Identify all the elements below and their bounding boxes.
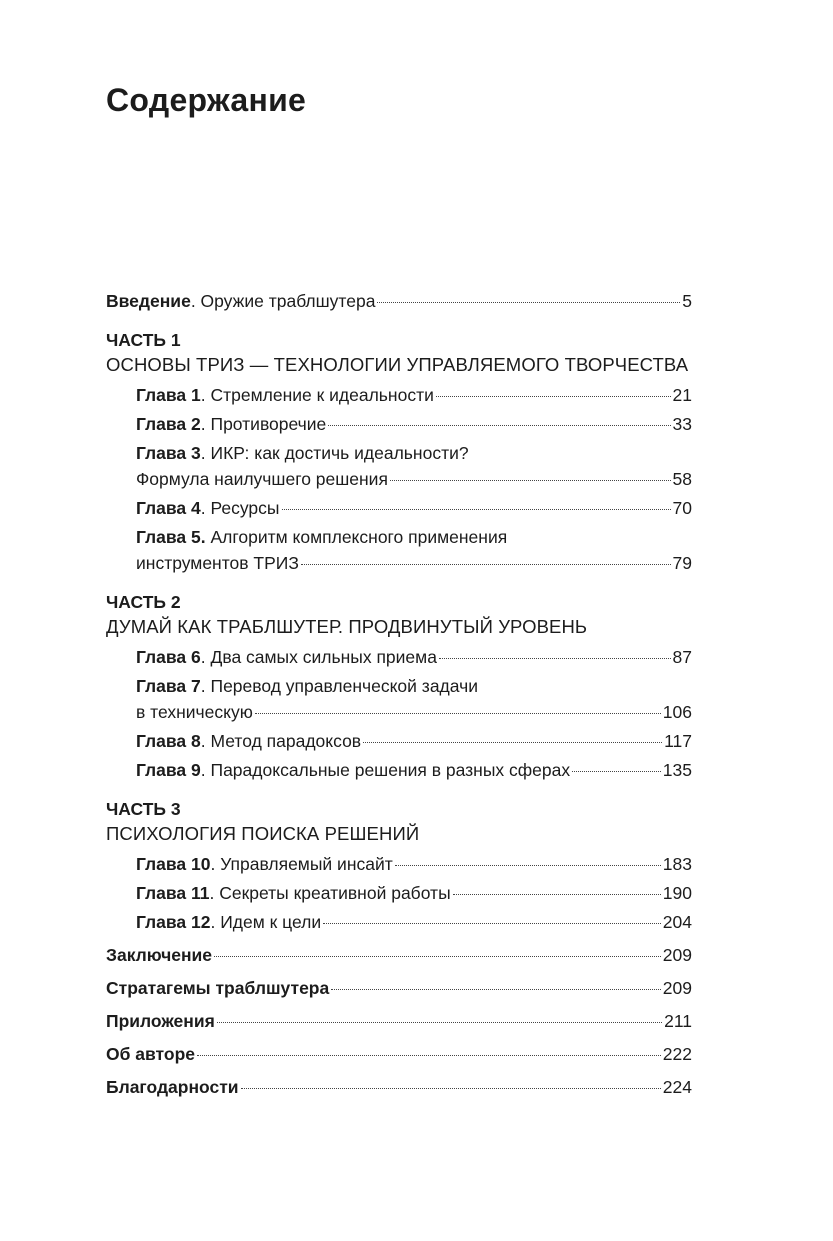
page-number: 33 — [672, 414, 692, 434]
page-number: 209 — [662, 978, 692, 998]
toc-entry-about-author[interactable] — [106, 1041, 692, 1067]
chapter-title: . ИКР: как достичь идеальности? — [200, 443, 469, 463]
toc-entry-chapter[interactable] — [106, 644, 692, 670]
chapter-title: . Метод парадоксов — [200, 731, 362, 751]
chapter-title: . Стремление к идеальности — [200, 385, 434, 405]
dot-leader — [197, 1055, 661, 1056]
entry-bold-label: Введение — [106, 291, 191, 311]
dot-leader — [323, 923, 661, 924]
toc-entry-chapter[interactable] — [106, 909, 692, 935]
chapter-title: . Управляемый инсайт — [210, 854, 393, 874]
part-label: ЧАСТЬ 3 — [106, 799, 181, 819]
dot-leader — [217, 1022, 662, 1023]
dot-leader — [331, 989, 661, 990]
entry-title: Приложения — [106, 1011, 215, 1031]
toc-entry-chapter[interactable] — [106, 673, 692, 725]
toc-entry-chapter[interactable] — [106, 851, 692, 877]
page-number: 183 — [662, 854, 692, 874]
dot-leader — [301, 564, 671, 565]
page-number: 224 — [662, 1077, 692, 1097]
chapter-label: Глава 4 — [136, 498, 201, 518]
chapter-title-cont: инструментов ТРИЗ — [136, 553, 299, 573]
dot-leader — [436, 396, 671, 397]
entry-title: Благодарности — [106, 1077, 239, 1097]
page-title: Содержание — [106, 82, 307, 118]
page-number: 106 — [662, 702, 692, 722]
dot-leader — [328, 425, 670, 426]
entry-title: Об авторе — [106, 1044, 195, 1064]
page-number: 5 — [682, 291, 692, 311]
dot-leader — [241, 1088, 661, 1089]
chapter-label: Глава 8 — [136, 731, 201, 751]
page-number: 211 — [664, 1011, 692, 1031]
chapter-label: Глава 11 — [136, 883, 210, 903]
chapter-label: Глава 3 — [136, 443, 201, 463]
dot-leader — [282, 509, 671, 510]
toc-entry-chapter[interactable] — [106, 440, 692, 492]
toc-entry-chapter[interactable] — [106, 757, 692, 783]
part-label: ЧАСТЬ 1 — [106, 330, 181, 350]
page-number: 190 — [662, 883, 692, 903]
chapter-label: Глава 7 — [136, 676, 201, 696]
toc-entry-chapter[interactable] — [106, 524, 692, 576]
chapter-label: Глава 1 — [136, 385, 201, 405]
chapter-title: . Идем к цели — [210, 912, 322, 932]
chapter-label: Глава 10 — [136, 854, 211, 874]
toc-entry-chapter[interactable] — [106, 728, 692, 754]
chapter-title: . Перевод управленческой задачи — [200, 676, 479, 696]
toc-entry-acknowledgements[interactable] — [106, 1074, 692, 1100]
page-number: 87 — [672, 647, 692, 667]
dot-leader — [390, 480, 671, 481]
dot-leader — [439, 658, 671, 659]
entry-title: Заключение — [106, 945, 213, 965]
part-title: ДУМАЙ КАК ТРАБЛШУТЕР. ПРОДВИНУТЫЙ УРОВЕНЬ — [106, 616, 588, 637]
table-of-contents — [106, 288, 692, 1100]
chapter-label: Глава 6 — [136, 647, 201, 667]
chapter-label: Глава 5. — [136, 527, 206, 547]
page-number: 58 — [672, 469, 692, 489]
dot-leader — [377, 302, 680, 303]
dot-leader — [572, 771, 661, 772]
page-number: 222 — [662, 1044, 692, 1064]
part-title: ОСНОВЫ ТРИЗ — ТЕХНОЛОГИИ УПРАВЛЯЕМОГО ТВОРЧЕСТВА — [106, 354, 689, 375]
chapter-title: Алгоритм комплексного применения — [205, 527, 508, 547]
dot-leader — [453, 894, 661, 895]
toc-entry-chapter[interactable] — [106, 411, 692, 437]
chapter-title: . Два самых сильных приема — [200, 647, 437, 667]
toc-entry-chapter[interactable] — [106, 495, 692, 521]
toc-entry-chapter[interactable] — [106, 880, 692, 906]
toc-entry-intro[interactable] — [106, 288, 692, 314]
dot-leader — [214, 956, 661, 957]
chapter-label: Глава 2 — [136, 414, 201, 434]
part-title: ПСИХОЛОГИЯ ПОИСКА РЕШЕНИЙ — [106, 823, 420, 844]
toc-entry-stratagems[interactable] — [106, 975, 692, 1001]
page-number: 209 — [662, 945, 692, 965]
dot-leader — [395, 865, 661, 866]
dot-leader — [363, 742, 662, 743]
dot-leader — [255, 713, 661, 714]
chapter-title: . Секреты креативной работы — [209, 883, 451, 903]
page-number: 135 — [662, 760, 692, 780]
page-number: 204 — [662, 912, 692, 932]
chapter-title: . Противоречие — [200, 414, 327, 434]
page-number: 21 — [672, 385, 692, 405]
entry-title: Стратагемы траблшутера — [106, 978, 330, 998]
chapter-title: . Парадоксальные решения в разных сферах — [200, 760, 571, 780]
toc-entry-chapter[interactable] — [106, 382, 692, 408]
toc-entry-conclusion[interactable] — [106, 942, 692, 968]
chapter-title-cont: в техническую — [136, 702, 253, 722]
part-label: ЧАСТЬ 2 — [106, 592, 181, 612]
chapter-label: Глава 9 — [136, 760, 201, 780]
toc-entry-appendices[interactable] — [106, 1008, 692, 1034]
entry-title: . Оружие траблшутера — [190, 291, 376, 311]
page-number: 79 — [672, 553, 692, 573]
chapter-title: . Ресурсы — [200, 498, 280, 518]
chapter-label: Глава 12 — [136, 912, 211, 932]
page-number: 70 — [672, 498, 692, 518]
page-number: 117 — [664, 731, 692, 751]
chapter-title-cont: Формула наилучшего решения — [136, 469, 388, 489]
